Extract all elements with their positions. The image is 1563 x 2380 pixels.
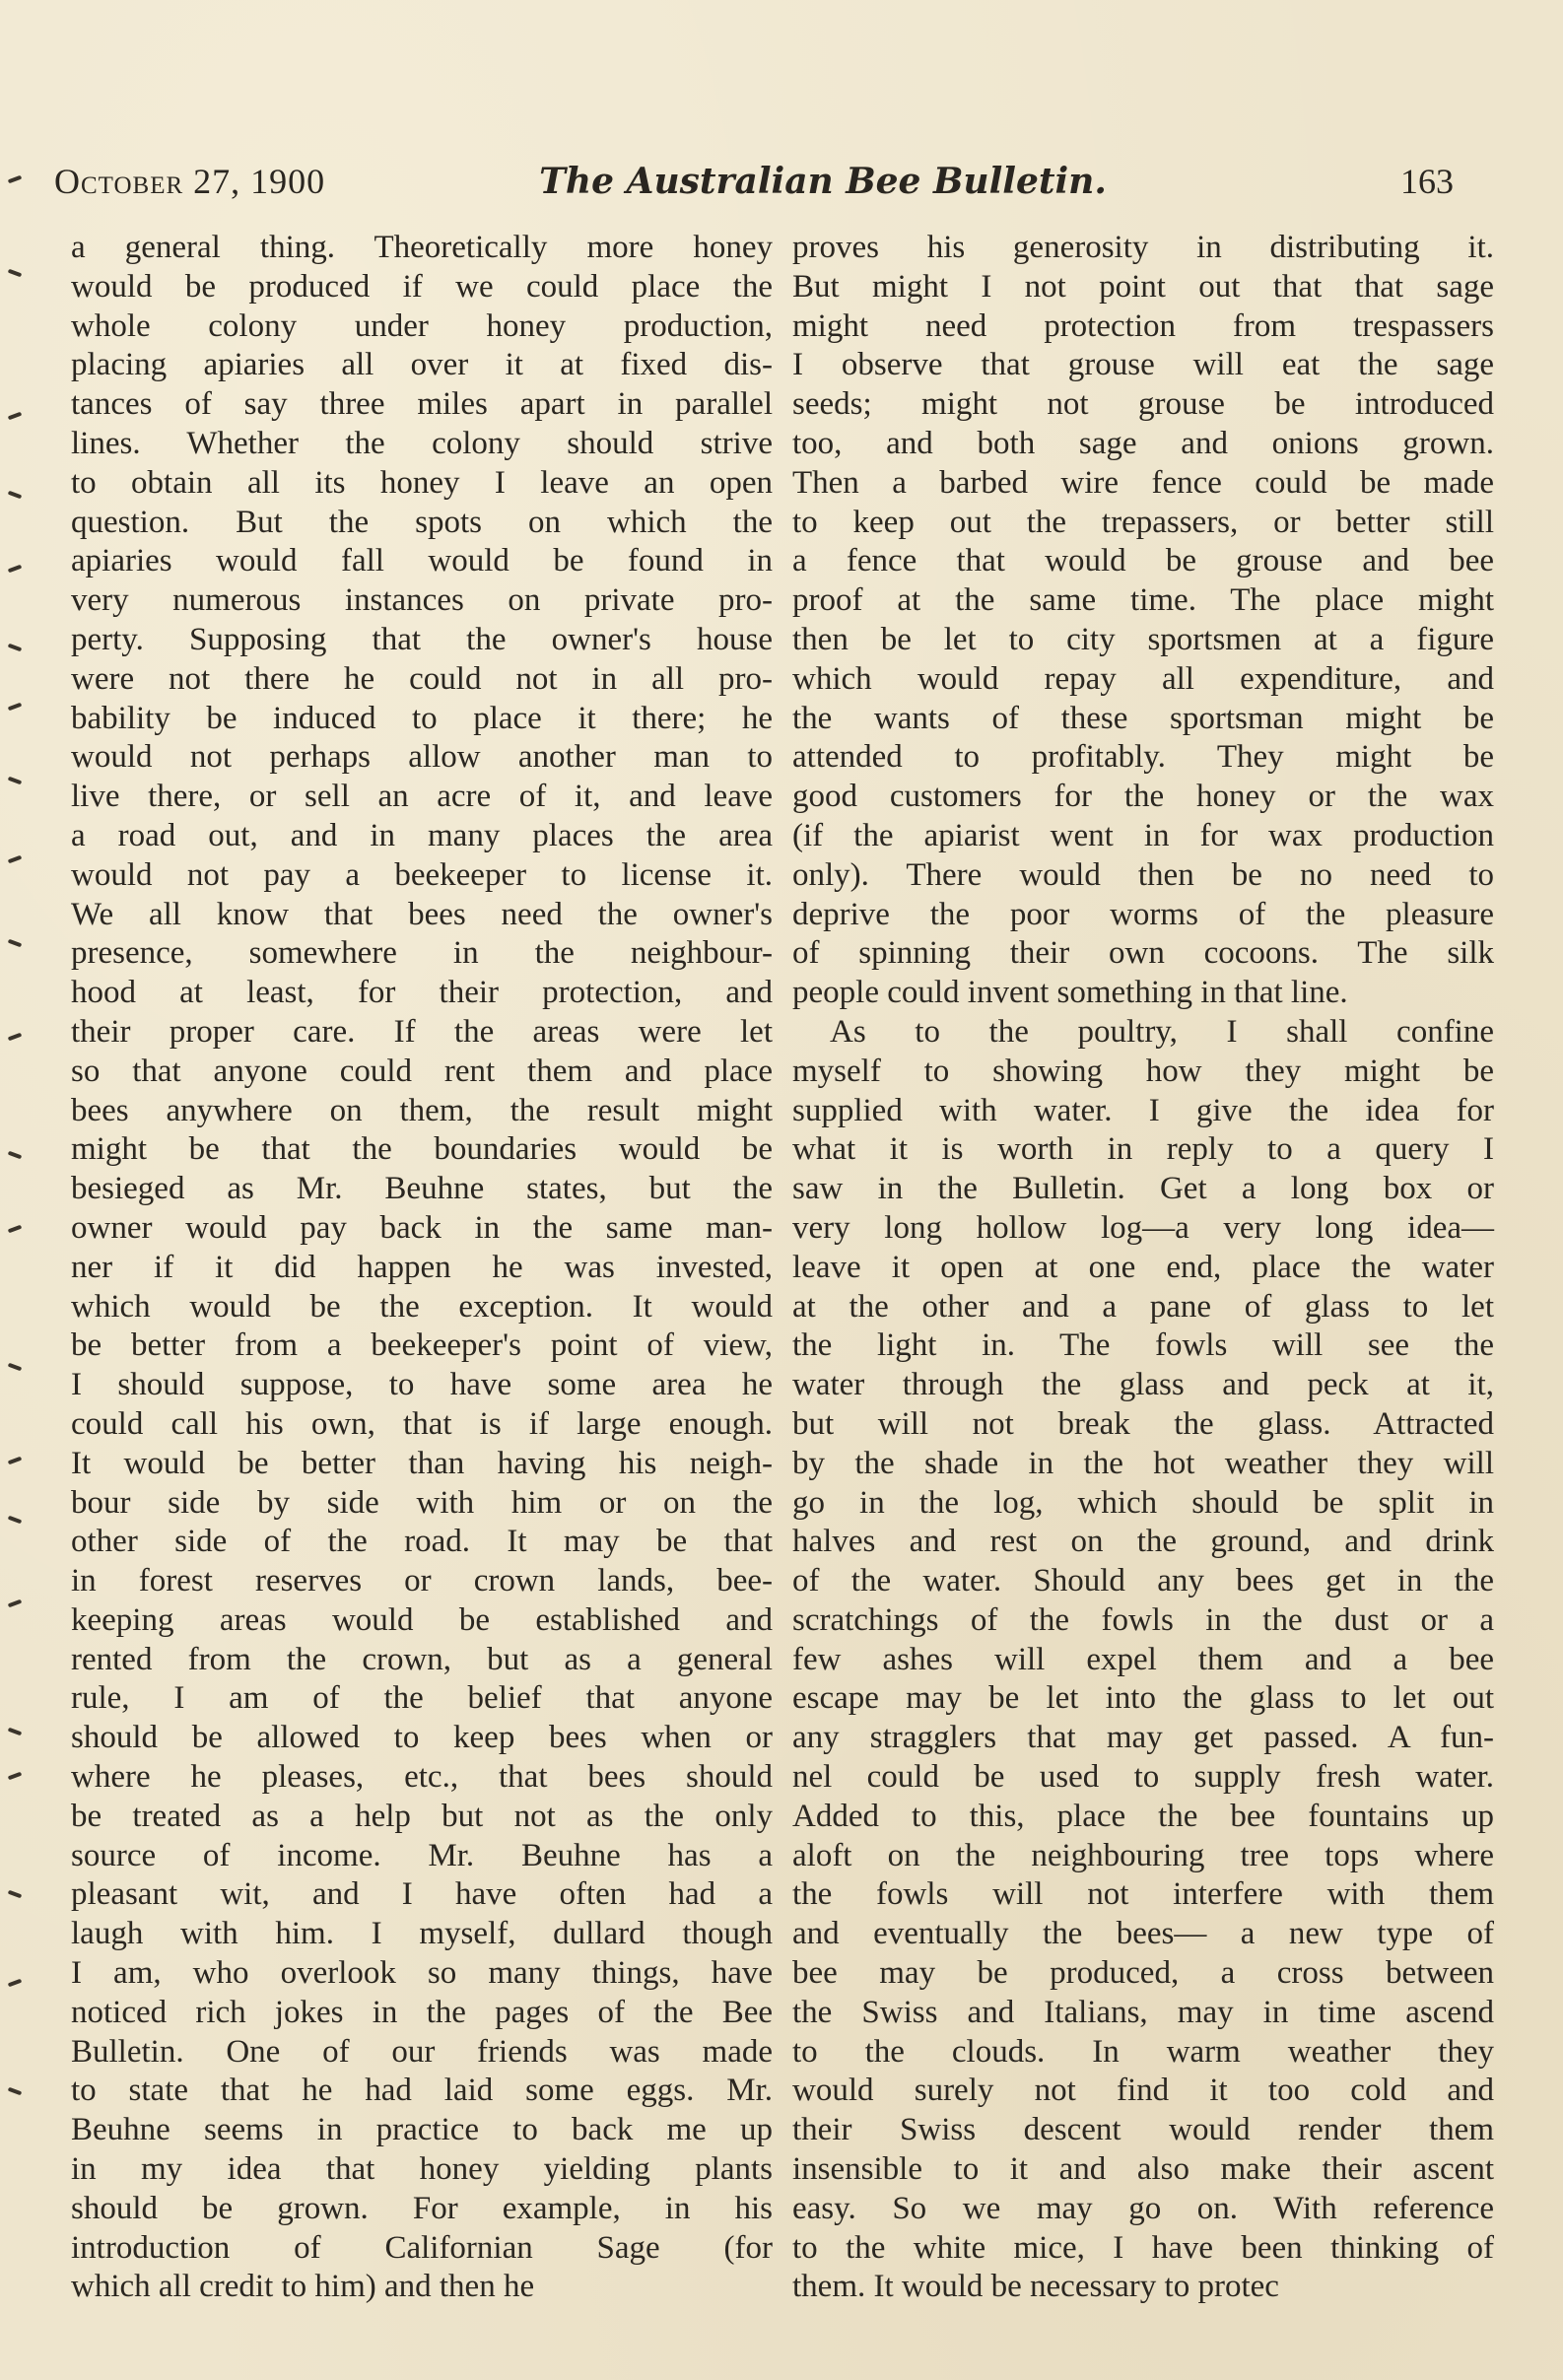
text-line: halves and rest on the ground, and drink: [792, 1524, 1494, 1560]
text-line: owner would pay back in the same man-: [71, 1209, 773, 1246]
text-line: to the white mice, I have been thinking of: [792, 2229, 1494, 2266]
text-line: pleasant wit, and I have often had a: [71, 1876, 773, 1913]
text-line: of spinning their own cocoons. The silk: [792, 935, 1494, 972]
text-line: I should suppose, to have some area he: [71, 1367, 773, 1403]
text-line: live there, or sell an acre of it, and leave: [71, 779, 773, 815]
text-line: would be produced if we could place the: [71, 268, 773, 305]
margin-mark: [8, 412, 23, 421]
text-line: perty. Supposing that the owner's house: [71, 621, 773, 657]
text-line: to the clouds. In warm weather they: [792, 2033, 1494, 2070]
margin-mark: [8, 1516, 23, 1525]
text-line: tances of say three miles apart in parallel: [71, 386, 773, 423]
right-column: [792, 229, 1494, 2307]
issue-date: October 27, 1900: [54, 162, 326, 201]
text-line: the light in. The fowls will see the: [792, 1327, 1494, 1364]
margin-mark: [8, 1151, 23, 1160]
text-line: As to the poultry, I shall confine: [830, 1013, 1494, 1050]
text-line: myself to showing how they might be: [792, 1053, 1494, 1089]
margin-mark: [8, 1772, 23, 1781]
text-line: the wants of these sportsman might be: [792, 700, 1494, 736]
text-line: water through the glass and peck at it,: [792, 1367, 1494, 1403]
text-line: people could invent something in that line.: [792, 975, 1348, 1011]
text-line: proof at the same time. The place might: [792, 582, 1494, 619]
text-line: Added to this, place the bee fountains up: [792, 1798, 1494, 1834]
text-line: besieged as Mr. Beuhne states, but the: [71, 1171, 773, 1207]
text-line: nel could be used to supply fresh water.: [792, 1759, 1494, 1796]
text-line: We all know that bees need the owner's: [71, 896, 773, 932]
text-line: a road out, and in many places the area: [71, 817, 773, 853]
margin-mark: [8, 1225, 23, 1234]
text-line: might need protection from trespassers: [792, 307, 1494, 344]
text-line: whole colony under honey production,: [71, 307, 773, 344]
text-line: only). There would then be no need to: [792, 856, 1494, 893]
margin-mark: [8, 175, 23, 184]
margin-mark: [8, 269, 23, 278]
margin-mark: [8, 1033, 23, 1042]
margin-mark: [8, 491, 23, 500]
page-number: 163: [1400, 162, 1454, 201]
margin-mark: [8, 644, 23, 652]
text-line: so that anyone could rent them and place: [71, 1053, 773, 1089]
text-line: a general thing. Theoretically more honey: [71, 230, 773, 265]
text-line: Bulletin. One of our friends was made: [71, 2033, 773, 2070]
text-line: good customers for the honey or the wax: [792, 779, 1494, 815]
margin-mark: [8, 1728, 23, 1736]
margin-mark: [8, 565, 23, 574]
text-line: in my idea that honey yielding plants: [71, 2151, 773, 2188]
text-line: should be allowed to keep bees when or: [71, 1720, 773, 1756]
text-line: and eventually the bees— a new type of: [792, 1916, 1494, 1952]
text-line: insensible to it and also make their ascent: [792, 2151, 1494, 2188]
text-line: which all credit to him) and then he: [71, 2269, 535, 2305]
text-line: noticed rich jokes in the pages of the Bee: [71, 1994, 773, 2030]
text-line: would surely not find it too cold and: [792, 2073, 1494, 2109]
text-line: question. But the spots on which the: [71, 504, 773, 540]
text-line: be treated as a help but not as the only: [71, 1798, 773, 1834]
text-line: in forest reserves or crown lands, bee-: [71, 1563, 773, 1599]
text-line: introduction of Californian Sage (for: [71, 2229, 773, 2266]
text-line: proves his generosity in distributing it.: [792, 230, 1494, 265]
text-line: hood at least, for their protection, and: [71, 975, 773, 1011]
text-line: lines. Whether the colony should strive: [71, 425, 773, 461]
text-line: by the shade in the hot weather they will: [792, 1445, 1494, 1481]
publication-title: The Australian Bee Bulletin.: [539, 161, 1107, 202]
text-line: very long hollow log—a very long idea—: [792, 1209, 1494, 1246]
text-line: saw in the Bulletin. Get a long box or: [792, 1171, 1494, 1207]
margin-mark: [8, 1890, 23, 1899]
text-line: then be let to city sportsmen at a figure: [792, 621, 1494, 657]
text-line: Then a barbed wire fence could be made: [792, 464, 1494, 501]
text-line: It would be better than having his neigh-: [71, 1445, 773, 1481]
text-line: bees anywhere on them, the result might: [71, 1092, 773, 1128]
text-line: bour side by side with him or on the: [71, 1484, 773, 1521]
margin-mark: [8, 1363, 23, 1372]
text-line: the fowls will not interfere with them: [792, 1876, 1494, 1913]
text-line: the Swiss and Italians, may in time ascend: [792, 1994, 1494, 2030]
text-line: bability be induced to place it there; he: [71, 700, 773, 736]
text-line: their Swiss descent would render them: [792, 2112, 1494, 2148]
text-line: be better from a beekeeper's point of view,: [71, 1327, 773, 1364]
text-line: aloft on the neighbouring tree tops where: [792, 1837, 1494, 1873]
text-line: them. It would be necessary to protec: [792, 2269, 1279, 2305]
text-line: which would repay all expenditure, and: [792, 660, 1494, 697]
text-line: easy. So we may go on. With reference: [792, 2190, 1494, 2226]
text-line: but will not break the glass. Attracted: [792, 1405, 1494, 1442]
text-line: attended to profitably. They might be: [792, 739, 1494, 776]
text-line: seeds; might not grouse be introduced: [792, 386, 1494, 423]
margin-mark: [8, 777, 23, 785]
text-line: deprive the poor worms of the pleasure: [792, 896, 1494, 932]
margin-mark: [8, 939, 23, 948]
margin-mark: [8, 1599, 23, 1608]
text-line: source of income. Mr. Beuhne has a: [71, 1837, 773, 1873]
text-line: I am, who overlook so many things, have: [71, 1955, 773, 1992]
text-line: at the other and a pane of glass to let: [792, 1288, 1494, 1325]
text-line: might be that the boundaries would be: [71, 1131, 773, 1168]
text-line: too, and both sage and onions grown.: [792, 425, 1494, 461]
text-line: rented from the crown, but as a general: [71, 1641, 773, 1677]
margin-mark: [8, 703, 23, 712]
text-line: ner if it did happen he was invested,: [71, 1249, 773, 1285]
text-line: escape may be let into the glass to let out: [792, 1680, 1494, 1717]
text-line: supplied with water. I give the idea for: [792, 1092, 1494, 1128]
text-line: laugh with him. I myself, dullard though: [71, 1916, 773, 1952]
text-line: would not pay a beekeeper to license it.: [71, 856, 773, 893]
text-line: to state that he had laid some eggs. Mr.: [71, 2073, 773, 2109]
text-line: (if the apiarist went in for wax production: [792, 817, 1494, 853]
text-line: presence, somewhere in the neighbour-: [71, 935, 773, 972]
margin-mark: [8, 1979, 23, 1988]
text-line: would not perhaps allow another man to: [71, 739, 773, 776]
text-line: I observe that grouse will eat the sage: [792, 347, 1494, 383]
text-line: what it is worth in reply to a query I: [792, 1131, 1494, 1168]
text-line: their proper care. If the areas were let: [71, 1013, 773, 1050]
text-line: scratchings of the fowls in the dust or a: [792, 1601, 1494, 1638]
text-line: were not there he could not in all pro-: [71, 660, 773, 697]
text-line: to obtain all its honey I leave an open: [71, 464, 773, 501]
page-header: [54, 161, 1454, 210]
text-line: bee may be produced, a cross between: [792, 1955, 1494, 1992]
text-line: very numerous instances on private pro-: [71, 582, 773, 619]
text-line: any stragglers that may get passed. A fun-: [792, 1720, 1494, 1756]
text-line: apiaries would fall would be found in: [71, 543, 773, 579]
text-line: go in the log, which should be split in: [792, 1484, 1494, 1521]
text-line: should be grown. For example, in his: [71, 2190, 773, 2226]
text-line: But might I not point out that that sage: [792, 268, 1494, 305]
text-line: where he pleases, etc., that bees should: [71, 1759, 773, 1796]
margin-marks: [0, 0, 59, 2380]
margin-mark: [8, 2087, 23, 2096]
margin-mark: [8, 855, 23, 864]
text-line: leave it open at one end, place the water: [792, 1249, 1494, 1285]
text-line: could call his own, that is if large enough.: [71, 1405, 773, 1442]
text-line: a fence that would be grouse and bee: [792, 543, 1494, 579]
text-line: which would be the exception. It would: [71, 1288, 773, 1325]
left-column: [71, 229, 773, 2307]
text-line: keeping areas would be established and: [71, 1601, 773, 1638]
text-line: rule, I am of the belief that anyone: [71, 1680, 773, 1717]
text-line: placing apiaries all over it at fixed dis-: [71, 347, 773, 383]
text-line: other side of the road. It may be that: [71, 1524, 773, 1560]
text-line: of the water. Should any bees get in the: [792, 1563, 1494, 1599]
text-line: few ashes will expel them and a bee: [792, 1641, 1494, 1677]
text-line: to keep out the trepassers, or better still: [792, 504, 1494, 540]
margin-mark: [8, 1457, 23, 1465]
text-line: Beuhne seems in practice to back me up: [71, 2112, 773, 2148]
